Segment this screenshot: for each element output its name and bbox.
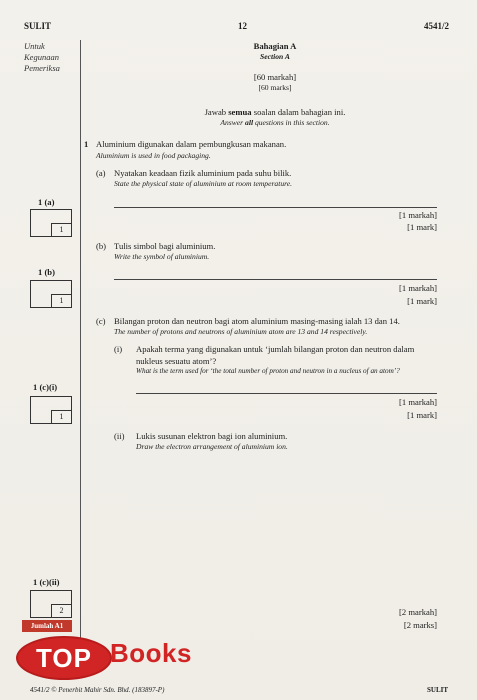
examiner-label-2: Kegunaan (24, 52, 59, 62)
part-a-label: (a) (96, 168, 106, 178)
score-box-a-max: 1 (51, 223, 72, 237)
part-a-text-en: State the physical state of aluminium at room temperature. (114, 179, 293, 188)
section-marks-en: [60 marks] (258, 83, 292, 92)
part-cii-text-en: Draw the electron arrangement of aluminium ion. (136, 442, 288, 451)
part-cii-text: Lukis susunan elektron bagi ion aluminium. (136, 431, 288, 441)
examiner-label-3: Pemeriksa (24, 63, 60, 73)
part-c-text: Bilangan proton dan neutron bagi atom aluminium masing-masing ialah 13 dan 14. (114, 316, 400, 326)
score-box-cii-max: 2 (51, 604, 72, 618)
answer-line-a[interactable] (114, 207, 437, 208)
total-label: Jumlah A1 (22, 620, 72, 632)
instruction-en-pre: Answer (220, 118, 246, 127)
side-label-cii: 1 (c)(ii) (33, 577, 60, 587)
part-ci-text-1: Apakah terma yang digunakan untuk ‘jumlah bilangan proton dan neutron dalam (136, 344, 415, 354)
question-stem-en: Aluminium is used in food packaging. (96, 151, 211, 160)
answer-line-b[interactable] (114, 279, 437, 280)
part-cii-mark: [2 markah] (399, 607, 437, 617)
instruction-en-bold: all (245, 118, 254, 127)
instruction-en-post: questions in this section. (253, 118, 330, 127)
part-cii-mark-en: [2 marks] (403, 620, 437, 630)
footer-copyright: 4541/2 © Penerbit Mahir Sdn. Bhd. (183897-P) (30, 686, 165, 694)
margin-divider (80, 40, 81, 670)
footer-sulit: SULIT (427, 686, 449, 694)
logo-text: Books (110, 638, 192, 668)
instruction-ms-bold: semua (228, 107, 252, 117)
drawing-area[interactable] (136, 458, 436, 598)
side-label-a: 1 (a) (38, 197, 55, 207)
page-number: 12 (238, 21, 247, 31)
logo-badge: TOP (16, 636, 112, 680)
part-a-mark: [1 markah] (399, 210, 437, 220)
part-ci-text-en: What is the term used for ‘the total number of proton and neutron in a nucleus of an atom’? (136, 367, 400, 375)
paper-code: 4541/2 (424, 21, 450, 31)
section-subtitle: Section A (260, 52, 290, 61)
part-cii-label: (ii) (114, 431, 125, 441)
part-a-mark-en: [1 mark] (407, 222, 437, 232)
score-box-b-max: 1 (51, 294, 72, 308)
question-stem: Aluminium digunakan dalam pembungkusan makanan. (96, 139, 287, 149)
part-ci-mark: [1 markah] (399, 397, 437, 407)
part-c-text-en: The number of protons and neutrons of aluminium atom are 13 and 14 respectively. (114, 327, 368, 336)
instruction-en (150, 118, 400, 127)
instruction-ms (150, 107, 400, 117)
score-box-a[interactable] (30, 209, 72, 237)
header-sulit: SULIT (24, 21, 52, 31)
part-b-label: (b) (96, 241, 107, 251)
instruction-ms-pre: Jawab (204, 107, 229, 117)
question-number: 1 (84, 139, 89, 149)
side-label-ci: 1 (c)(i) (33, 382, 58, 392)
part-ci-mark-en: [1 mark] (407, 410, 437, 420)
score-box-b[interactable] (30, 280, 72, 308)
part-b-mark: [1 markah] (399, 283, 437, 293)
topbooks-logo (14, 633, 202, 677)
part-b-text-en: Write the symbol of aluminium. (114, 252, 210, 261)
side-label-b: 1 (b) (38, 267, 55, 277)
instruction-ms-post: soalan dalam bahagian ini. (251, 107, 346, 117)
score-box-ci-max: 1 (51, 410, 72, 424)
score-box-ci[interactable] (30, 396, 72, 424)
section-marks: [60 markah] (253, 72, 297, 82)
examiner-label-1: Untuk (24, 41, 45, 51)
part-ci-label: (i) (114, 344, 123, 354)
score-box-cii[interactable] (30, 590, 72, 618)
part-c-label: (c) (96, 316, 106, 326)
section-title: Bahagian A (253, 41, 297, 51)
answer-line-ci[interactable] (136, 393, 437, 394)
part-ci-text-2: nukleus sesuatu atom’? (136, 356, 217, 366)
part-b-mark-en: [1 mark] (407, 296, 437, 306)
part-a-text: Nyatakan keadaan fizik aluminium pada suhu bilik. (114, 168, 292, 178)
part-b-text: Tulis simbol bagi aluminium. (114, 241, 216, 251)
